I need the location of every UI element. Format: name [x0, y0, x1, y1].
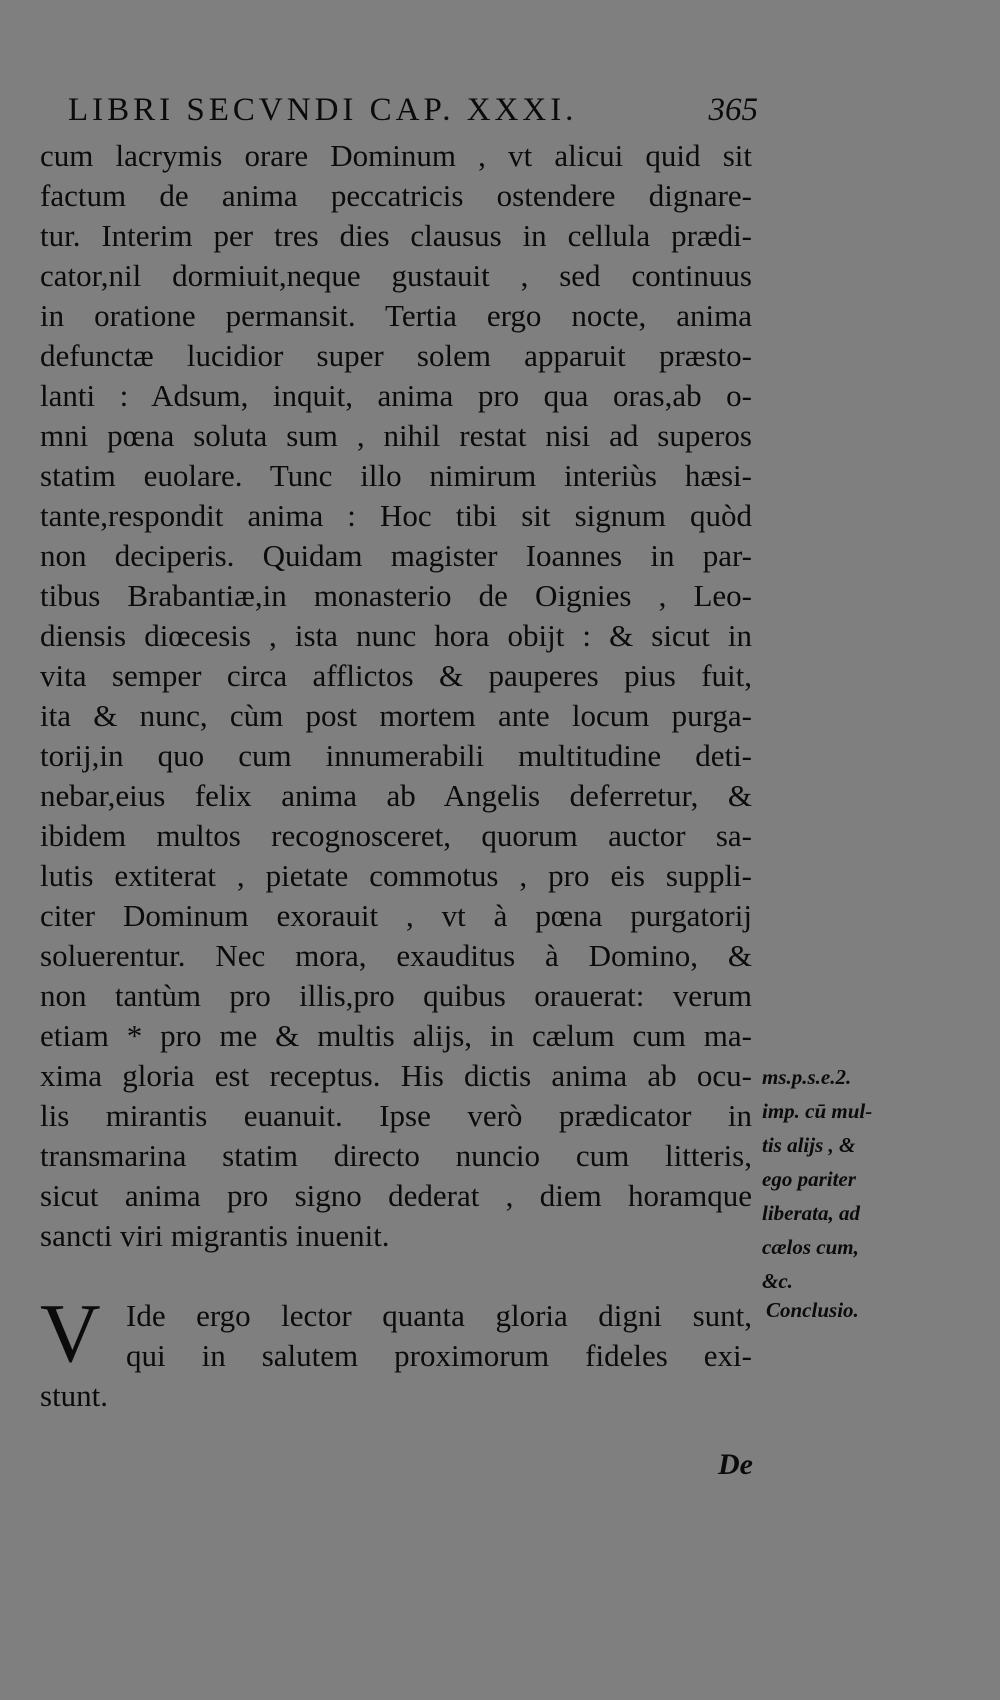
- margin-note-line: ms.p.s.e.2.: [762, 1065, 852, 1089]
- margin-note: [762, 1060, 912, 1298]
- margin-note-line: cælos cum,: [762, 1235, 859, 1259]
- body-line: sancti viri migrantis inuenit.: [40, 1218, 390, 1253]
- closing-paragraph: [40, 1287, 752, 1416]
- margin-note-line: tis alijs , &: [762, 1133, 856, 1157]
- body-line: vita semper circa afflictos & pauperes pius fuit,: [40, 658, 752, 693]
- body-line: lutis extiterat , pietate commotus , pro eis suppli-: [40, 858, 752, 893]
- catchword: De: [718, 1448, 753, 1481]
- body-line: in oratione permansit. Tertia ergo nocte, anima: [40, 298, 752, 333]
- margin-note-line: &c.: [762, 1269, 793, 1293]
- body-line: tur. Interim per tres dies clausus in cellula prædi-: [40, 218, 752, 253]
- margin-note-line: imp. cū mul-: [762, 1099, 873, 1123]
- body-line: transmarina statim directo nuncio cum litteris,: [40, 1138, 752, 1173]
- body-line: tibus Brabantiæ,in monasterio de Oignies , Leo-: [40, 578, 752, 613]
- body-line: ibidem multos recognosceret, quorum auctor sa-: [40, 818, 752, 853]
- running-title: LIBRI SECVNDI CAP. XXXI.: [68, 92, 578, 128]
- body-line: diensis diœcesis , ista nunc hora obijt : & sicut in: [40, 618, 752, 653]
- body-text: [40, 136, 752, 1256]
- body-line: soluerentur. Nec mora, exauditus à Domino, &: [40, 938, 752, 973]
- body-line: statim euolare. Tunc illo nimirum interiùs hæsi-: [40, 458, 752, 493]
- body-line: xima gloria est receptus. His dictis anima ab ocu-: [40, 1058, 752, 1093]
- body-line: nebar,eius felix anima ab Angelis deferretur, &: [40, 778, 752, 813]
- body-line: lis mirantis euanuit. Ipse verò prædicator in: [40, 1098, 752, 1133]
- body-line: citer Dominum exorauit , vt à pœna purgatorij: [40, 898, 752, 933]
- body-line: cator,nil dormiuit,neque gustauit , sed continuus: [40, 258, 752, 293]
- body-line: cum lacrymis orare Dominum , vt alicui quid sit: [40, 138, 752, 173]
- body-line: mni pœna soluta sum , nihil restat nisi ad superos: [40, 418, 752, 453]
- body-line: sicut anima pro signo dederat , diem horamque: [40, 1178, 752, 1213]
- page-number: 365: [708, 92, 758, 128]
- body-line: non tantùm pro illis,pro quibus orauerat: verum: [40, 978, 752, 1013]
- margin-note-line: ego pariter: [762, 1167, 856, 1191]
- running-head: [68, 88, 758, 140]
- closing-line: qui in salutem proximorum fideles exi-: [126, 1338, 752, 1373]
- drop-cap: V: [40, 1287, 101, 1380]
- body-line: non deciperis. Quidam magister Ioannes in par-: [40, 538, 752, 573]
- body-line: factum de anima peccatricis ostendere dignare-: [40, 178, 752, 213]
- closing-line: stunt.: [40, 1378, 109, 1413]
- body-line: ita & nunc, cùm post mortem ante locum purga-: [40, 698, 752, 733]
- closing-line: Ide ergo lector quanta gloria digni sunt,: [126, 1298, 752, 1333]
- body-line: lanti : Adsum, inquit, anima pro qua oras,ab o-: [40, 378, 752, 413]
- body-line: defunctæ lucidior super solem apparuit præsto-: [40, 338, 752, 373]
- body-line: tante,respondit anima : Hoc tibi sit signum quòd: [40, 498, 752, 533]
- marginal-label: Conclusio.: [766, 1298, 859, 1322]
- body-line: torij,in quo cum innumerabili multitudine deti-: [40, 738, 752, 773]
- body-line: etiam * pro me & multis alijs, in cælum cum ma-: [40, 1018, 752, 1053]
- margin-note-line: liberata, ad: [762, 1201, 860, 1225]
